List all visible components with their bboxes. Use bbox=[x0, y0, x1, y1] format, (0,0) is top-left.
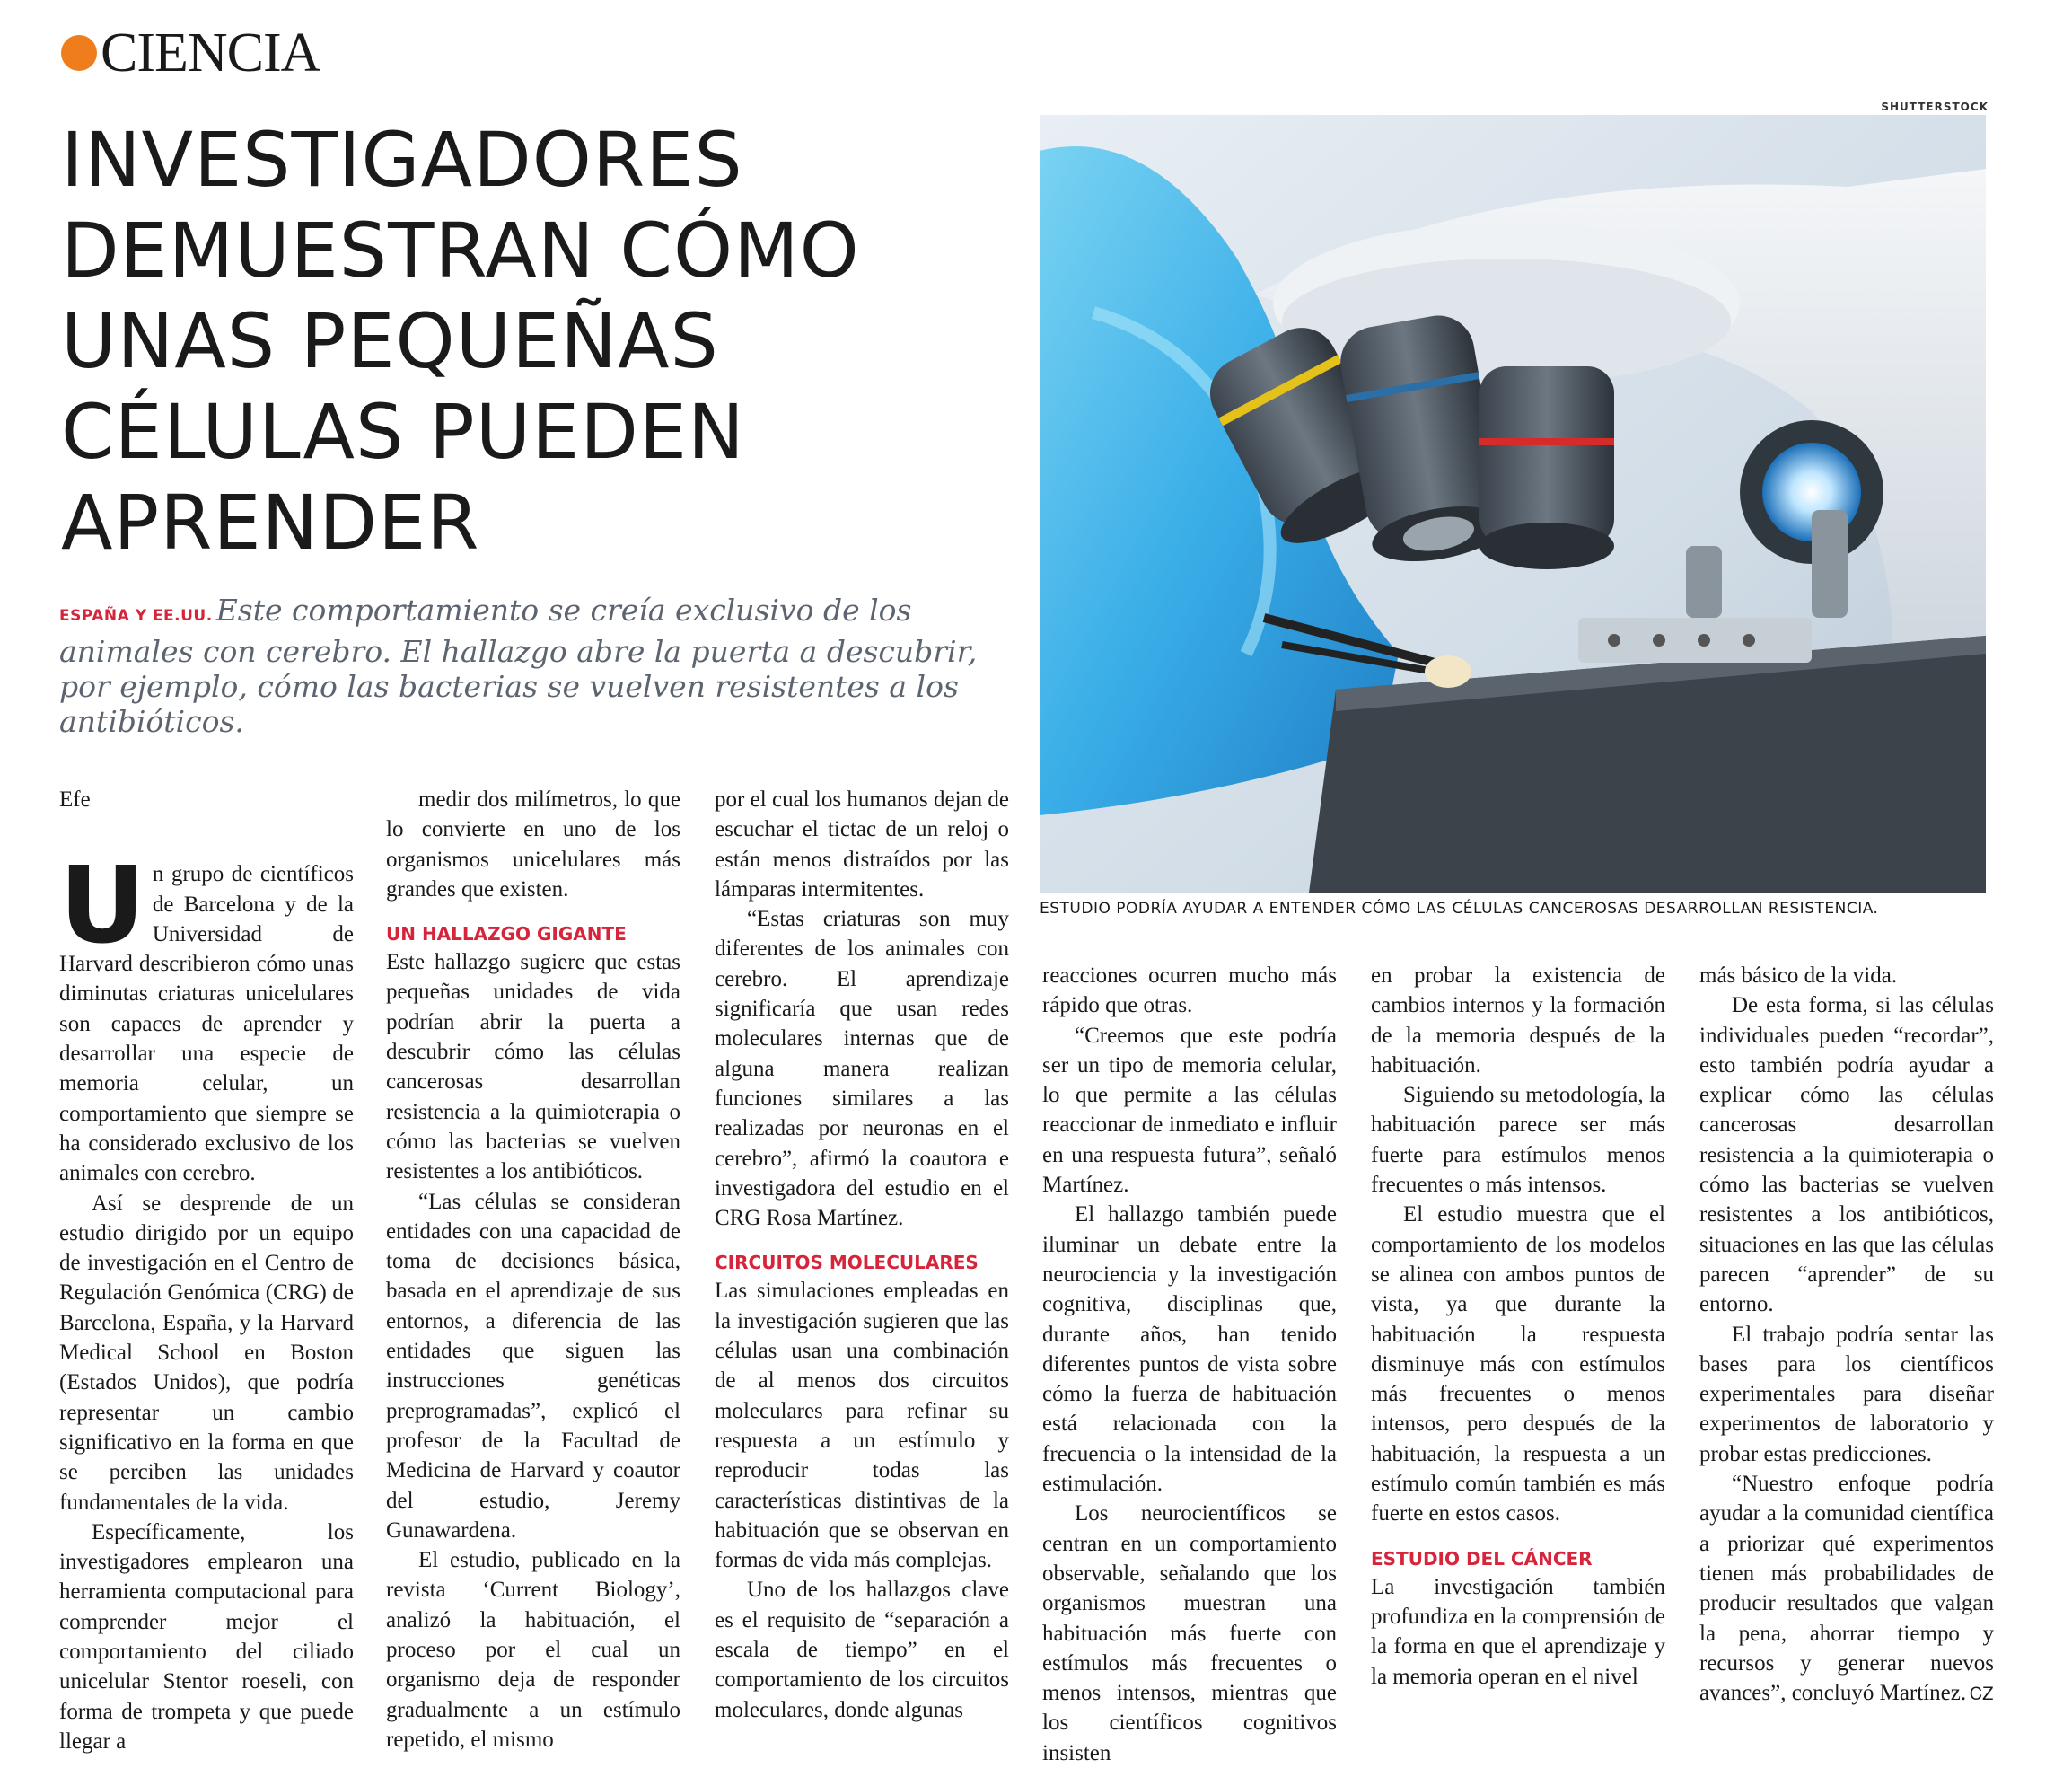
article-paragraph: De esta forma, si las células individuales pueden “recordar”, esto también podría ayudar a explicar cómo las células cancerosas desarrollan resistencia a la quimioterapia o cómo las bacterias se vuelven resistentes a los antibióticos, situaciones en las que las células parecen “aprender” de su entorno. bbox=[1699, 993, 1994, 1317]
article-paragraph: por el cual los humanos dejan de escuchar el tictac de un reloj o están menos distraídos por las lámparas intermitentes. bbox=[715, 787, 1009, 902]
headline-line: DEMUESTRAN CÓMO bbox=[61, 207, 860, 295]
headline-line: CÉLULAS PUEDEN bbox=[61, 388, 745, 476]
article-paragraph: El estudio muestra que el comportamiento de los modelos se alinea con ambos puntos de vista, ya que durante la habituación la respuesta disminuye más con estímulos más frecuentes o menos intensos, pero después de la habituación, la respuesta a un estímulo común también es más fuerte en estos casos. bbox=[1371, 1202, 1665, 1526]
end-mark-icon: ᏟᏃ bbox=[1970, 1683, 1994, 1705]
subheading: CIRCUITOS MOLECULARES bbox=[715, 1252, 979, 1274]
article-paragraph: El hallazgo también puede iluminar un debate entre la neurociencia y la investigación cognitiva, disciplinas que, durante años, han tenido diferentes puntos de vista sobre cómo la fuerza de habituación está relacionada con la frecuencia o la intensidad de la estimulación. bbox=[1042, 1202, 1337, 1497]
microscope-photo bbox=[1040, 115, 1986, 893]
subheading: ESTUDIO DEL CÁNCER bbox=[1371, 1547, 1593, 1570]
article-paragraph: reacciones ocurren mucho más rápido que otras. bbox=[1042, 963, 1337, 1018]
article-column-5 bbox=[1371, 961, 1665, 1692]
article-paragraph: “Creemos que este podría ser un tipo de memoria celular, lo que permite a las células reaccionar de inmediato e influir en una respuesta futura”, señaló Martínez. bbox=[1042, 1023, 1337, 1198]
section-dot-icon bbox=[61, 35, 97, 71]
article-paragraph: Uno de los hallazgos clave es el requisito de “separación a escala de tiempo” en el comportamiento de los circuitos moleculares, donde algunas bbox=[715, 1578, 1009, 1722]
article-paragraph: “Estas criaturas son muy diferentes de los animales con cerebro. El aprendizaje significaría que usan redes moleculares internas que de alguna manera realizan funciones similares a las realizadas por neuronas en el cerebro”, afirmó la coautora e investigadora del estudio en el CRG Rosa Martínez. bbox=[715, 907, 1009, 1231]
section-label: CIENCIA bbox=[101, 22, 320, 84]
section-tag bbox=[61, 22, 320, 84]
headline bbox=[61, 115, 1013, 568]
article-column-6 bbox=[1699, 961, 1994, 1709]
dateline: ESPAÑA Y EE.UU. bbox=[59, 607, 213, 625]
headline-line: INVESTIGADORES bbox=[61, 116, 743, 204]
article-paragraph: Este hallazgo sugiere que estas pequeñas unidades de vida podrían abrir la puerta a descubrir cómo las células cancerosas desarrollan resistencia a la quimioterapia o cómo las bacterias se vuelven resistentes a los antibióticos. bbox=[386, 950, 680, 1184]
article-column-4 bbox=[1042, 961, 1337, 1768]
byline: Efe bbox=[59, 787, 91, 812]
photo-caption: ESTUDIO PODRÍA AYUDAR A ENTENDER CÓMO LAS CÉLULAS CANCEROSAS DESARROLLAN RESISTENCIA. bbox=[1040, 900, 1879, 918]
microscope-illustration bbox=[1040, 115, 1986, 893]
article-paragraph: El trabajo podría sentar las bases para los científicos experimentales para diseñar experimentos de laboratorio y probar estas predicciones. bbox=[1699, 1322, 1994, 1466]
photo-credit: SHUTTERSTOCK bbox=[1881, 101, 1989, 113]
article-paragraph: Así se desprende de un estudio dirigido por un equipo de investigación en el Centro de Regulación Genómica (CRG) de Barcelona, España, y la Harvard Medical School en Boston (Estados Unidos), que podría representar un cambio significativo en la forma en que se perciben las unidades fundamentales de la vida. bbox=[59, 1191, 354, 1515]
article-paragraph: Siguiendo su metodología, la habituación parece ser más fuerte para estímulos menos frecuentes o más intensos. bbox=[1371, 1083, 1665, 1198]
article-paragraph: Un grupo de científicos de Barcelona y de la Universidad de Harvard describieron cómo unas diminutas criaturas unicelulares son capaces de aprender y desarrollar una especie de memoria celular, un comportamiento que siempre se ha considerado exclusivo de los animales con cerebro. bbox=[59, 843, 354, 1186]
article-column-2 bbox=[386, 785, 680, 1755]
lede-text: Este comportamiento se creía exclusivo de los animales con cerebro. El hallazgo abre la puerta a descubrir, por ejemplo, cómo las bacterias se vuelven resistentes a los antibióticos. bbox=[59, 593, 978, 739]
article-column-3 bbox=[715, 785, 1009, 1725]
article-paragraph: Específicamente, los investigadores emplearon una herramienta computacional para comprender mejor el comportamiento del ciliado unicelular Stentor roeseli, con forma de trompeta y que puede llegar a bbox=[59, 1519, 354, 1754]
article-paragraph: Los neurocientíficos se centran en un comportamiento observable, señalando que los organismos muestran una habituación más fuerte con estímulos más frecuentes o menos intensos, mientras que los científicos cognitivos insisten bbox=[1042, 1501, 1337, 1765]
subheading: UN HALLAZGO GIGANTE bbox=[386, 923, 627, 946]
article-paragraph: medir dos milímetros, lo que lo convierte en uno de los organismos unicelulares más grandes que existen. bbox=[386, 787, 680, 902]
article-column-1 bbox=[59, 785, 354, 1756]
headline-line: APRENDER bbox=[61, 479, 480, 567]
article-paragraph: “Las células se consideran entidades con una capacidad de toma de decisiones básica, basada en el aprendizaje de sus entornos, a diferencia de las entidades que siguen las instrucciones genéticas preprogramadas”, explicó el profesor de la Facultad de Medicina de Harvard y coautor del estudio, Jeremy Gunawardena. bbox=[386, 1189, 680, 1543]
article-paragraph: más básico de la vida. bbox=[1699, 963, 1898, 988]
article-paragraph: en probar la existencia de cambios internos y la formación de la memoria después de la habituación. bbox=[1371, 963, 1665, 1078]
article-paragraph: Las simulaciones empleadas en la investigación sugieren que las células usan una combinación de al menos dos circuitos moleculares para refinar su respuesta a un estímulo y reproducir todas las características distintivas de la habituación que se observan en formas de vida más complejas. bbox=[715, 1279, 1009, 1573]
article-paragraph: La investigación también profundiza en la comprensión de la forma en que el aprendizaje y la memoria operan en el nivel bbox=[1371, 1574, 1665, 1689]
article-paragraph: El estudio, publicado en la revista ‘Current Biology’, analizó la habituación, el proceso por el cual un organismo deja de responder gradualmente a un estímulo repetido, el mismo bbox=[386, 1548, 680, 1752]
article-paragraph: “Nuestro enfoque podría ayudar a la comunidad científica a priorizar qué experimentos tienen más probabilidades de producir resultados que valgan la pena, ahorrar tiempo y recursos y generar nuevos avances”, concluyó Martínez. ᏟᏃ bbox=[1699, 1472, 1994, 1706]
headline-line: UNAS PEQUEÑAS bbox=[61, 297, 719, 385]
drop-cap: U bbox=[59, 843, 145, 968]
lede bbox=[59, 593, 1024, 739]
